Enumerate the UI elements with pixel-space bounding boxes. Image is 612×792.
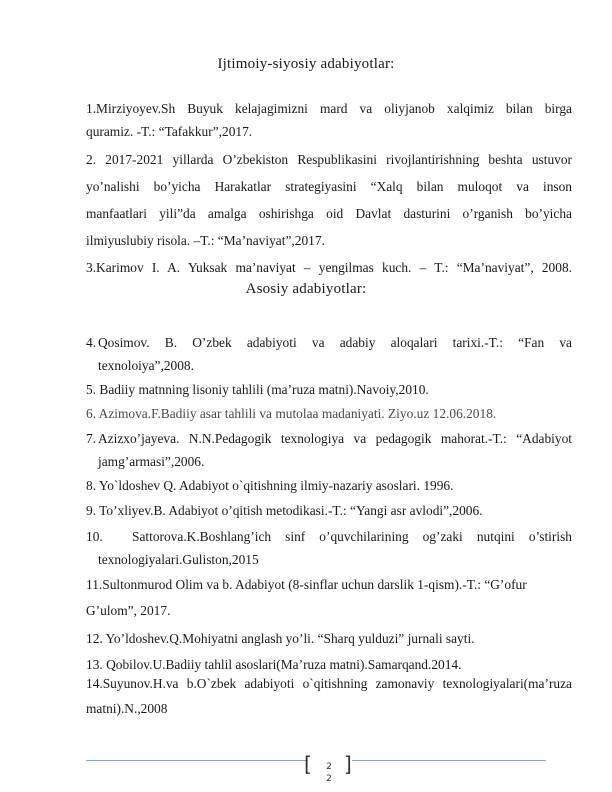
ref-number: 10.: [86, 529, 103, 544]
ref-line: 14.Suyunov.H.va b.O`zbek adabiyoti o`qitishning zamonaviy texnologiyalari(ma’ruza: [86, 676, 572, 691]
ref-line: 5. Badiiy matnning lisoniy tahlili (ma’ruza matni).Navoiy,2010.: [86, 382, 429, 397]
left-brace-icon: [: [304, 752, 312, 776]
ref-line: 3.Karimov I. A. Yuksak ma’naviyat – yengilmas kuch. – T.: “Ma’naviyat”, 2008.: [86, 260, 572, 275]
ref-line: Qosimov. B. O’zbek adabiyoti va adabiy aloqalari tarixi.-T.: “Fan va: [98, 335, 572, 350]
ref-line: G’ulom”, 2017.: [86, 603, 171, 618]
ref-line: 9. To’xliyev.B. Adabiyot o’qitish metodikasi.-T.: “Yangi asr avlodi”,2006.: [86, 503, 483, 518]
ref-line: texnoloiya”,2008.: [98, 358, 194, 373]
ref-line: matni).N.,2008: [86, 701, 168, 716]
ref-line: 13. Qobilov.U.Badiiy tahlil asoslari(Ma’ruza matni).Samarqand.2014.: [86, 657, 462, 672]
right-brace-icon: ]: [344, 752, 352, 776]
ref-line: 6. Azimova.F.Badiiy asar tahlili va mutolaa madaniyati. Ziyo.uz 12.06.2018.: [86, 406, 497, 421]
ref-number: 7.: [86, 431, 97, 446]
section-heading-ijtimoiy: Ijtimoiy-siyosiy adabiyotlar:: [217, 56, 395, 72]
page-number: 2: [326, 762, 332, 772]
footer-rule-right: [352, 760, 546, 761]
ref-line: 2. 2017-2021 yillarda O’zbekiston Respublikasini rivojlantirishning beshta ustuvor: [86, 152, 572, 167]
ref-line: 8. Yo`ldoshev Q. Adabiyot o`qitishning ilmiy-nazariy asoslari. 1996.: [86, 478, 454, 493]
ref-line: 12. Yo’ldoshev.Q.Mohiyatni anglash yo’li. “Sharq yulduzi” jurnali sayti.: [86, 631, 475, 646]
ref-number: 4.: [86, 335, 97, 350]
footer-rule-left: [86, 760, 308, 761]
ref-line: Azizxo’jayeva. N.N.Pedagogik texnologiya va pedagogik mahorat.-T.: “Adabiyot: [98, 431, 572, 446]
ref-line: 11.Sultonmurod Olim va b. Adabiyot (8-sinflar uchun darslik 1-qism).-T.: “G’ofur: [86, 577, 527, 592]
section-heading-asosiy: Asosiy adabiyotlar:: [245, 281, 367, 297]
ref-line: texnologiyalari.Guliston,2015: [98, 552, 259, 567]
ref-line: manfaatlari yili”da amalga oshirishga oid Davlat dasturini o’rganish bo’yicha: [86, 206, 572, 221]
ref-line: yo’nalishi bo’yicha Harakatlar strategiyasini “Xalq bilan muloqot va inson: [86, 179, 572, 194]
ref-line: 1.Mirziyoyev.Sh Buyuk kelajagimizni mard va oliyjanob xalqimiz bilan birga: [86, 101, 572, 116]
ref-line: jamg’armasi”,2006.: [98, 454, 205, 469]
ref-line: quramiz. -T.: “Tafakkur”,2017.: [86, 124, 253, 139]
page-number-second: 2: [326, 774, 332, 784]
ref-line: ilmiyuslubiy risola. –T.: “Ma’naviyat”,2017.: [86, 233, 325, 248]
ref-line: Sattorova.K.Boshlang’ich sinf o’quvchilarining og’zaki nutqini o’stirish: [132, 529, 572, 544]
